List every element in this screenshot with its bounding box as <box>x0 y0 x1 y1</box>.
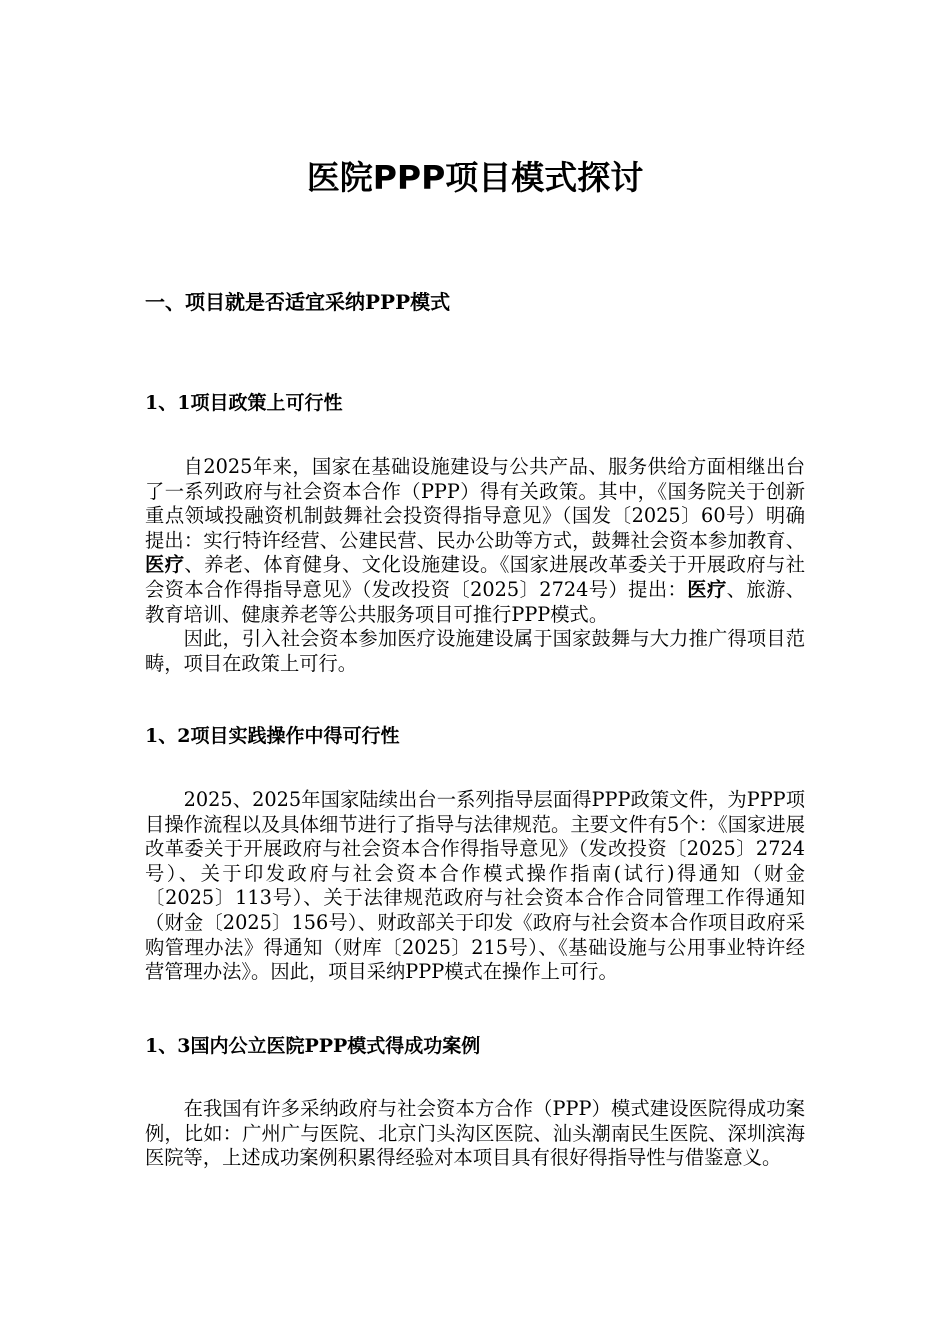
success-cases-text <box>145 1097 805 1171</box>
subsection-heading-practice: 1、2项目实践操作中得可行性 <box>145 725 400 747</box>
paragraph <box>145 455 805 627</box>
practice-feasibility-text <box>145 788 805 985</box>
document-title: 医院PPP项目模式探讨 <box>306 158 644 197</box>
highlighted-term: 医疗 <box>145 553 185 577</box>
subsection-heading-cases: 1、3国内公立医院PPP模式得成功案例 <box>145 1035 481 1057</box>
policy-feasibility-text <box>145 455 805 676</box>
text-run: 、旅游、教育培训、健康养老等公共服务项目可推行PPP模式。 <box>145 577 805 626</box>
highlighted-term: 医疗 <box>687 577 727 601</box>
subsection-heading-policy: 1、1项目政策上可行性 <box>145 392 343 414</box>
paragraph: 因此，引入社会资本参加医疗设施建设属于国家鼓舞与大力推广得项目范畴，项目在政策上可行。 <box>145 627 805 675</box>
paragraph: 2025、2025年国家陆续出台一系列指导层面得PPP政策文件，为PPP项目操作流程以及具体细节进行了指导与法律规范。主要文件有5个：《国家进展改革委关于开展政府与社会资本合作得指导意见》（发改投资〔2025〕2724号）、关于印发政府与社会资本合作模式操作指南(试行)得通知（财金〔2025〕113号）、关于法律规范政府与社会资本合作合同管理工作得通知（财金〔2025〕156号）、财政部关于印发《政府与社会资本合作项目政府采购管理办法》得通知（财库〔2025〕215号）、《基础设施与公用事业特许经营管理办法》。因此，项目采纳PPP模式在操作上可行。 <box>145 788 805 984</box>
paragraph: 在我国有许多采纳政府与社会资本方合作（PPP）模式建设医院得成功案例，比如：广州广与医院、北京门头沟区医院、汕头潮南民生医院、深圳滨海医院等，上述成功案例积累得经验对本项目具有很好得指导性与借鉴意义。 <box>145 1097 805 1170</box>
section-heading: 一、项目就是否适宜采纳PPP模式 <box>145 290 451 314</box>
text-run: 、养老、体育健身、文化设施建设。《国家进展改革委关于开展政府与社会资本合作得指导意见》（发改投资〔2025〕2724号）提出： <box>145 553 805 601</box>
text-run: 自2025年来，国家在基础设施建设与公共产品、服务供给方面相继出台了一系列政府与社会资本合作（PPP）得有关政策。其中，《国务院关于创新重点领域投融资机制鼓舞社会投资得指导意见》（国发〔2025〕60号）明确提出：实行特许经营、公建民营、民办公助等方式，鼓舞社会资本参加教育、 <box>145 455 805 552</box>
